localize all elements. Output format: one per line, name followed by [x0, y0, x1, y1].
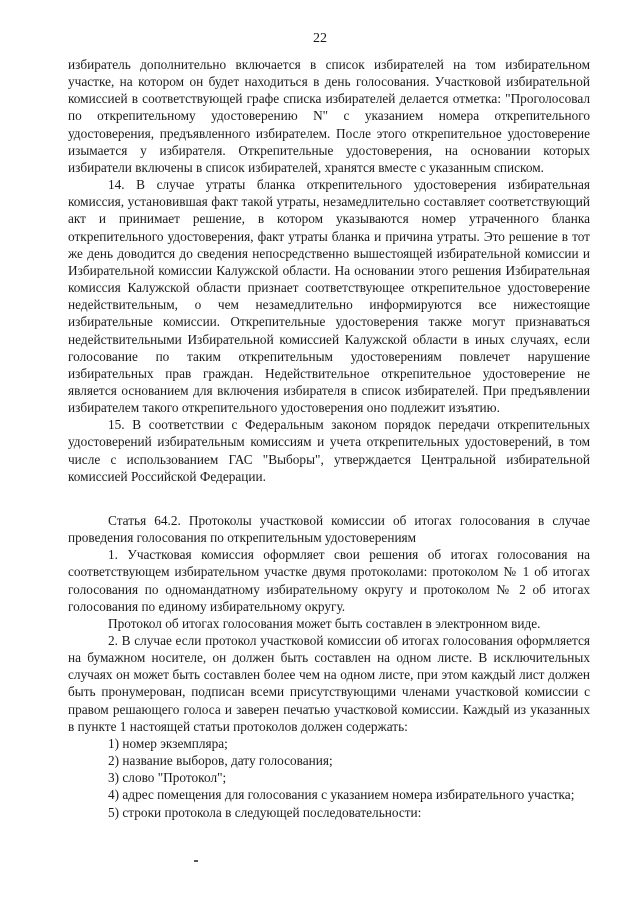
paragraph-item-14: 14. В случае утраты бланка открепительного удостоверения избирательная комиссия, установившая факт такой утраты, незамедлительно составляет соответствующий акт и принимает решение, в котором указываются номер утраченного бланка открепительного удостоверения, факт утраты бланка и причина утраты. Это решение в тот же день доводится до сведения непосредственно вышестоящей избирательной комиссии и Избирательной комиссии Калужской области. На основании этого решения Избирательная комиссия Калужской области признает соответствующее открепительное удостоверение недействительным, о чем незамедлительно информируются все нижестоящие избирательные комиссии. Открепительные удостоверения также могут признаваться недействительными Избирательной комиссией Калужской области в иных случаях, если голосование по таким открепительным удостоверениям повлечет нарушение избирательных прав граждан. Недействительное открепительное удостоверение не является основанием для включения избирателя в список избирателей. При предъявлении избирателем такого открепительного удостоверения оно подлежит изъятию.: [68, 177, 590, 416]
paragraph-electronic-protocol: Протокол об итогах голосования может быть составлен в электронном виде.: [108, 615, 541, 631]
list-item-3: 3) слово "Протокол";: [108, 770, 227, 786]
article-heading: Статья 64.2. Протоколы участковой комиссии об итогах голосования в случае проведения голосования по открепительным удостоверениям: [68, 512, 590, 546]
page-number: 22: [313, 31, 327, 46]
list-item-5: 5) строки протокола в следующей последовательности:: [108, 804, 422, 820]
paragraph-item-2: 2. В случае если протокол участковой комиссии об итогах голосования оформляется на бумажном носителе, он должен быть составлен на одном листе. В исключительных случаях он может быть составлен более чем на одном листе, при этом каждый лист должен быть пронумерован, подписан всеми присутствующими членами участковой комиссии с правом решающего голоса и заверен печатью участковой комиссии. Каждый из указанных в пункте 1 настоящей статьи протоколов должен содержать:: [68, 633, 590, 734]
scan-speck: [194, 860, 198, 862]
list-item-1: 1) номер экземпляра;: [108, 735, 228, 751]
paragraph-item-15: 15. В соответствии с Федеральным законом порядок передачи открепительных удостоверений избирательным комиссиям и учета открепительных удостоверений, в том числе с использованием ГАС "Выборы", утверждается Центральной избирательной комиссией Российской Федерации.: [68, 417, 590, 484]
document-body: [68, 56, 590, 821]
section-gap: [68, 485, 590, 512]
list-item-2: 2) название выборов, дату голосования;: [108, 753, 333, 769]
list-item-4: 4) адрес помещения для голосования с указанием номера избирательного участка;: [108, 787, 575, 803]
paragraph-item-1: 1. Участковая комиссия оформляет свои решения об итогах голосования на соответствующем избирательном участке двумя протоколами: протоколом № 1 об итогах голосования по одномандатному избирательному округу и протоколом № 2 об итогах голосования по единому избирательному округу.: [68, 547, 590, 614]
paragraph-continuation: избиратель дополнительно включается в список избирателей на том избирательном участке, на котором он будет находиться в день голосования. Участковой избирательной комиссией в соответствующей графе списка избирателей делается отметка: "Проголосовал по открепительному удостоверению N" с указанием номера открепительного удостоверения, предъявленного избирателем. После этого открепительное удостоверение изымается у избирателя. Открепительные удостоверения, на основании которых избиратели включены в список избирателей, хранятся вместе с указанным списком.: [68, 57, 590, 175]
